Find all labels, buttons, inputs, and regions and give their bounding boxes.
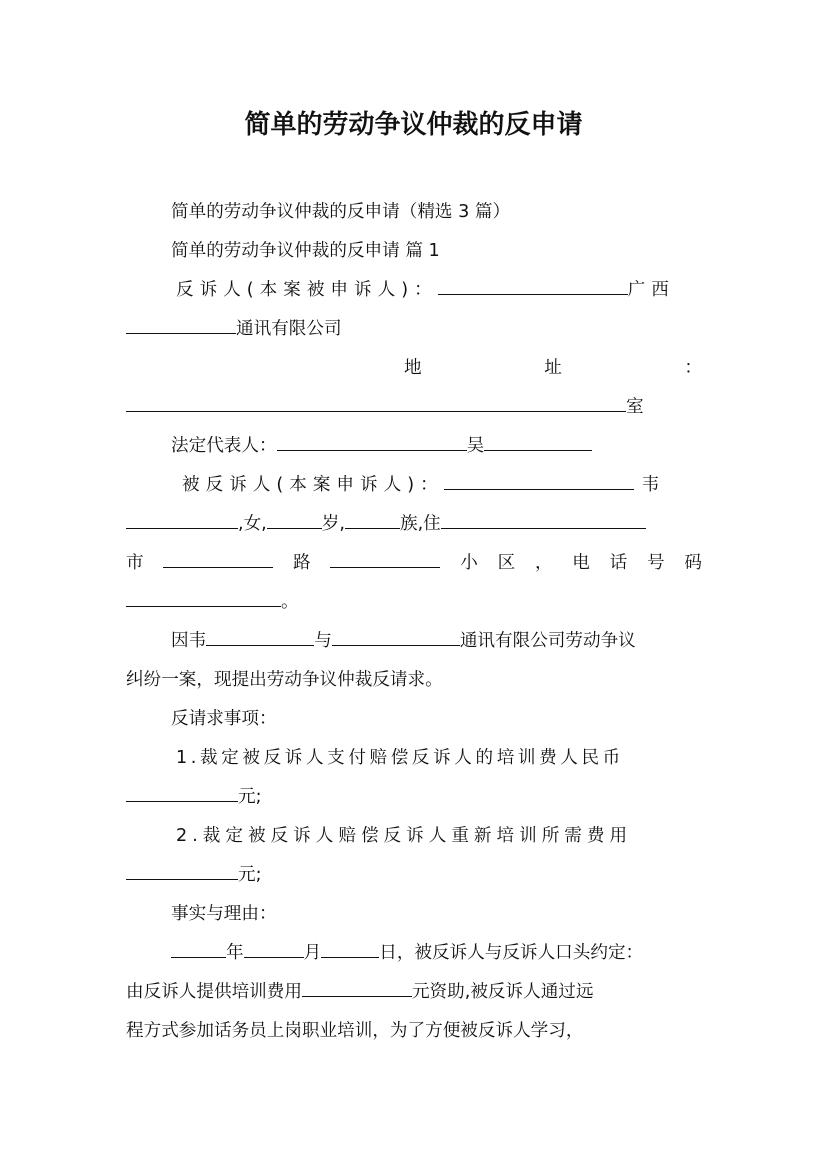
funding-text: 由反诉人提供培训费用 <box>126 982 302 1002</box>
blank-field <box>321 940 379 958</box>
claim-2-text: 2.裁定被反诉人赔偿反诉人重新培训所需费用 <box>176 826 633 846</box>
blank-field <box>332 628 460 646</box>
month-text: 月 <box>303 943 322 963</box>
blank-field <box>126 511 238 529</box>
blank-field <box>438 277 628 295</box>
period-text: 。 <box>281 592 299 612</box>
facts-heading: 事实与理由： <box>171 904 277 924</box>
blank-field <box>163 550 273 568</box>
phone-char-4: 码 <box>684 553 702 573</box>
dispute-company: 通讯有限公司劳动争议 <box>459 631 636 651</box>
document-title: 简单的劳动争议仲裁的反申请 <box>244 110 583 140</box>
address-label-line <box>404 355 702 381</box>
blank-field <box>206 628 314 646</box>
funding-continuation: 元资助,被反诉人通过远 <box>411 982 594 1002</box>
claim-2-line <box>176 823 702 849</box>
contact-line <box>126 550 702 576</box>
blank-field <box>267 511 322 529</box>
blank-field <box>444 472 634 490</box>
year-text: 年 <box>226 943 244 963</box>
claims-heading: 反请求事项： <box>171 709 277 729</box>
phone-value-line <box>126 589 702 615</box>
address-suffix: 室 <box>626 397 644 417</box>
subtitle-line: 简单的劳动争议仲裁的反申请（精选 3 篇） <box>171 202 511 222</box>
blank-field <box>277 433 467 451</box>
blank-field <box>126 394 626 412</box>
facts-date-line <box>171 940 702 966</box>
address-char-1: 地 <box>404 358 422 378</box>
claim-2-unit: 元; <box>238 865 262 885</box>
blank-field <box>126 784 238 802</box>
blank-field <box>244 940 304 958</box>
community-char-2: 区 <box>497 553 516 573</box>
blank-field <box>330 550 440 568</box>
respondent-detail-line <box>126 511 702 537</box>
section-heading: 简单的劳动争议仲裁的反申请 篇 1 <box>171 241 440 261</box>
facts-agreement-text: 日，被反诉人与反诉人口头约定： <box>379 943 644 963</box>
community-char-1: 小 <box>460 553 478 573</box>
legal-rep-label: 法定代表人： <box>171 436 277 456</box>
counterclaimant-value: 广西 <box>627 280 675 300</box>
ethnicity-text: 族,住 <box>399 514 441 534</box>
legal-rep-name: 吴 <box>466 436 485 456</box>
address-colon: ： <box>684 358 702 378</box>
age-text: 岁, <box>321 514 345 534</box>
blank-field <box>484 433 592 451</box>
blank-field <box>302 979 412 997</box>
blank-field <box>345 511 400 529</box>
counterclaimant-label: 反诉人(本案被申诉人)： <box>176 280 438 300</box>
counterclaimant-line <box>176 277 702 303</box>
blank-field <box>126 862 238 880</box>
gender-text: ,女, <box>238 514 267 534</box>
respondent-label: 被反诉人(本案申诉人)： <box>182 475 444 495</box>
facts-training-line: 程方式参加话务员上岗职业培训，为了方便被反诉人学习， <box>126 1021 584 1041</box>
company-name: 通讯有限公司 <box>236 319 342 339</box>
blank-field <box>126 589 281 607</box>
claim-1-line <box>176 745 702 771</box>
company-line <box>126 316 702 342</box>
claim-1-text: 1.裁定被反诉人支付赔偿反诉人的培训费人民币 <box>176 748 624 768</box>
blank-field <box>171 940 226 958</box>
claim-2-amount-line <box>126 862 702 888</box>
blank-field <box>126 316 236 334</box>
facts-funding-line <box>126 979 702 1005</box>
dispute-prefix: 因韦 <box>171 631 207 651</box>
legal-rep-line <box>171 433 702 459</box>
claim-1-amount-line <box>126 784 702 810</box>
comma-text: ， <box>534 553 553 573</box>
dispute-line <box>171 628 702 654</box>
claim-1-unit: 元; <box>238 787 262 807</box>
road-text: 路 <box>293 553 311 573</box>
city-text: 市 <box>126 553 144 573</box>
phone-char-1: 电 <box>572 553 590 573</box>
address-value-line <box>126 394 702 420</box>
respondent-line <box>182 472 702 498</box>
respondent-name: 韦 <box>641 475 660 495</box>
address-char-2: 址 <box>544 358 562 378</box>
phone-char-3: 号 <box>647 553 665 573</box>
dispute-with: 与 <box>314 631 332 651</box>
dispute-continuation: 纠纷一案，现提出劳动争议仲裁反请求。 <box>126 670 443 690</box>
blank-field <box>441 511 646 529</box>
phone-char-2: 话 <box>609 553 628 573</box>
